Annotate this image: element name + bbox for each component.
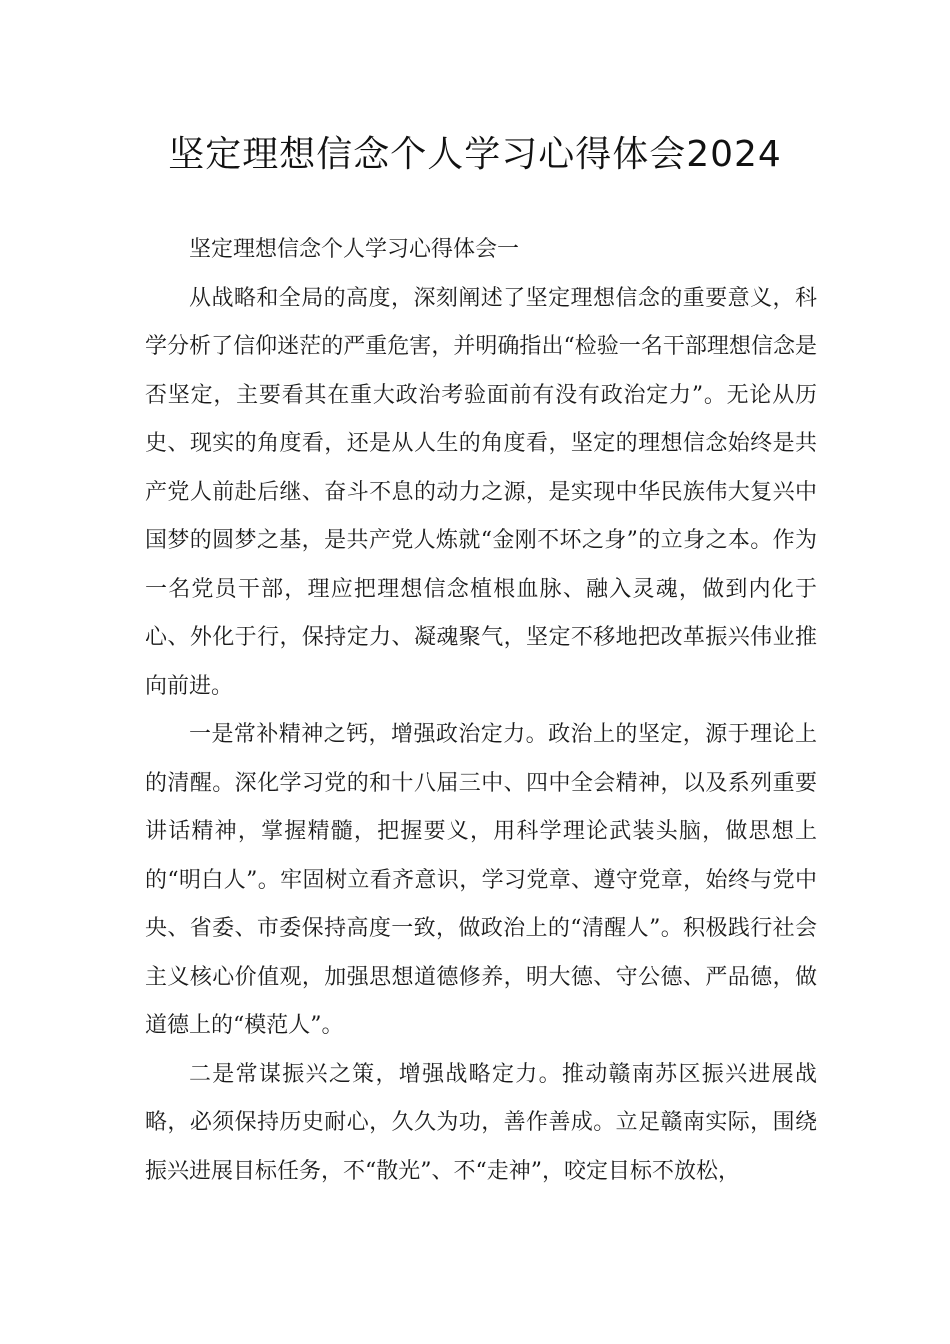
body-paragraph: 一是常补精神之钙，增强政治定力。政治上的坚定，源于理论上的清醒。深化学习党的和十八届三中、四中全会精神，以及系列重要讲话精神，掌握精髓，把握要义，用科学理论武装头脑，做思想上的“明白人”。牢固树立看齐意识，学习党章、遵守党章，始终与党中央、省委、市委保持高度一致，做政治上的“清醒人”。积极践行社会主义核心价值观，加强思想道德修养，明大德、守公德、严品德，做道德上的“模范人”。 bbox=[145, 722, 817, 1038]
body-paragraph: 从战略和全局的高度，深刻阐述了坚定理想信念的重要意义，科学分析了信仰迷茫的严重危害，并明确指出“检验一名干部理想信念是否坚定，主要看其在重大政治考验面前有没有政治定力”。无论从历史、现实的角度看，还是从人生的角度看，坚定的理想信念始终是共产党人前赴后继、奋斗不息的动力之源，是实现中华民族伟大复兴中国梦的圆梦之基，是共产党人炼就“金刚不坏之身”的立身之本。作为一名党员干部，理应把理想信念植根血脉、融入灵魂，做到内化于心、外化于行，保持定力、凝魂聚气，坚定不移地把改革振兴伟业推向前进。 bbox=[145, 285, 817, 699]
section-heading: 坚定理想信念个人学习心得体会一 bbox=[189, 237, 520, 262]
document-title: 坚定理想信念个人学习心得体会2024 bbox=[168, 134, 782, 175]
document-body bbox=[145, 226, 817, 1196]
body-paragraph: 二是常谋振兴之策，增强战略定力。推动赣南苏区振兴进展战略，必须保持历史耐心，久久为功，善作善成。立足赣南实际，围绕振兴进展目标任务，不“散光”、不“走神”，咬定目标不放松， bbox=[145, 1061, 817, 1184]
